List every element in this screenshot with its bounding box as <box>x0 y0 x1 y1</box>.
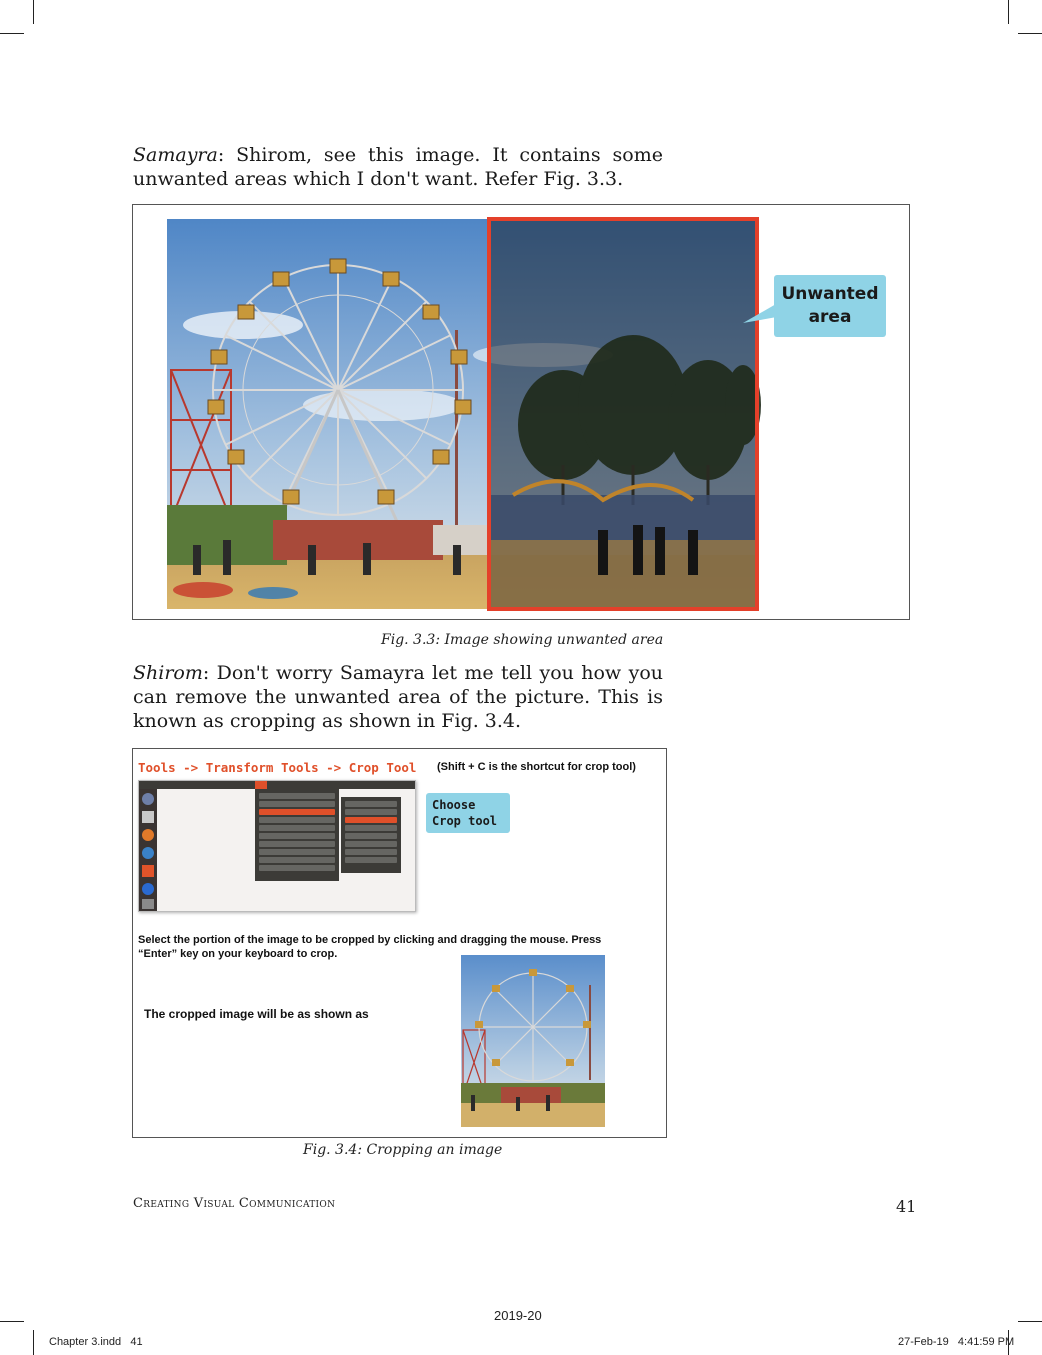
running-head: Creating Visual Communication <box>133 1196 336 1211</box>
instruction-line: Select the portion of the image to be cropped by clicking and dragging the mouse. Press <box>138 934 602 946</box>
ferris-wheel-photo <box>133 205 909 619</box>
launcher-bar <box>139 789 157 911</box>
timestamp: 27-Feb-19 4:41:59 PM <box>898 1336 1015 1348</box>
callout-line: Crop tool <box>432 814 498 828</box>
crop-mark <box>33 1330 34 1355</box>
page-number: 41 <box>896 1197 917 1216</box>
cropped-image-thumbnail <box>461 955 605 1127</box>
menu-item <box>259 833 335 839</box>
menu-path-text: Tools -> Transform Tools -> Crop Tool <box>138 760 417 775</box>
menu-item <box>259 841 335 847</box>
launcher-icon <box>142 883 154 895</box>
menubar <box>139 781 415 789</box>
figure-caption: Fig. 3.4: Cropping an image <box>303 1142 503 1158</box>
crop-mark <box>1018 33 1042 34</box>
crop-mark <box>0 33 24 34</box>
year-label: 2019-20 <box>494 1308 542 1323</box>
menu-item <box>345 849 397 855</box>
menu-item <box>259 817 335 823</box>
launcher-icon <box>142 793 154 805</box>
menu-item-crop <box>345 817 397 823</box>
launcher-icon <box>142 811 154 823</box>
gimp-screenshot <box>138 780 416 912</box>
transform-submenu <box>341 797 401 873</box>
figure-3-4 <box>132 748 667 1138</box>
dialogue-text: : Don't worry Samayra let me tell you how you can remove the unwanted area of the picture. This is known as cropping as shown in Fig. 3.4. <box>133 662 663 732</box>
dialogue-shirom <box>133 661 663 733</box>
menu-item <box>259 793 335 799</box>
unwanted-area-callout <box>774 275 886 337</box>
shortcut-note: (Shift + C is the shortcut for crop tool) <box>437 761 636 773</box>
menu-item <box>259 865 335 871</box>
launcher-icon <box>142 829 154 841</box>
speaker-shirom: Shirom <box>133 662 203 684</box>
figure-caption: Fig. 3.3: Image showing unwanted area <box>381 632 664 648</box>
menu-item-transform-tools <box>259 809 335 815</box>
crop-mark <box>1018 1321 1042 1322</box>
launcher-icon <box>142 865 154 877</box>
callout-line: Unwanted <box>781 284 879 304</box>
result-text: The cropped image will be as shown as <box>144 1007 369 1021</box>
callout-line: area <box>808 307 852 327</box>
choose-crop-tool-callout <box>426 793 510 833</box>
menu-item <box>259 857 335 863</box>
figure-3-3 <box>132 204 910 620</box>
dialogue-text: : Shirom, see this image. It contains some unwanted areas which I don't want. Refer Fig. 3.3. <box>133 144 663 190</box>
tools-dropdown <box>255 789 339 881</box>
menu-item <box>259 825 335 831</box>
dialogue-samayra <box>133 143 663 191</box>
menu-item <box>345 809 397 815</box>
menu-item <box>345 857 397 863</box>
menu-item <box>259 801 335 807</box>
menu-item <box>345 841 397 847</box>
launcher-icon <box>142 899 154 909</box>
crop-mark <box>1008 0 1009 24</box>
instruction-line: “Enter” key on your keyboard to crop. <box>138 948 338 960</box>
speaker-samayra: Samayra <box>133 144 218 166</box>
callout-line: Choose <box>432 798 476 812</box>
file-slug: Chapter 3.indd 41 <box>49 1336 143 1348</box>
crop-mark <box>33 0 34 24</box>
launcher-icon <box>142 847 154 859</box>
menu-item <box>345 825 397 831</box>
menu-item <box>259 849 335 855</box>
menu-item <box>345 833 397 839</box>
crop-mark <box>0 1321 24 1322</box>
tools-menu-highlight <box>255 781 267 789</box>
menu-item <box>345 801 397 807</box>
